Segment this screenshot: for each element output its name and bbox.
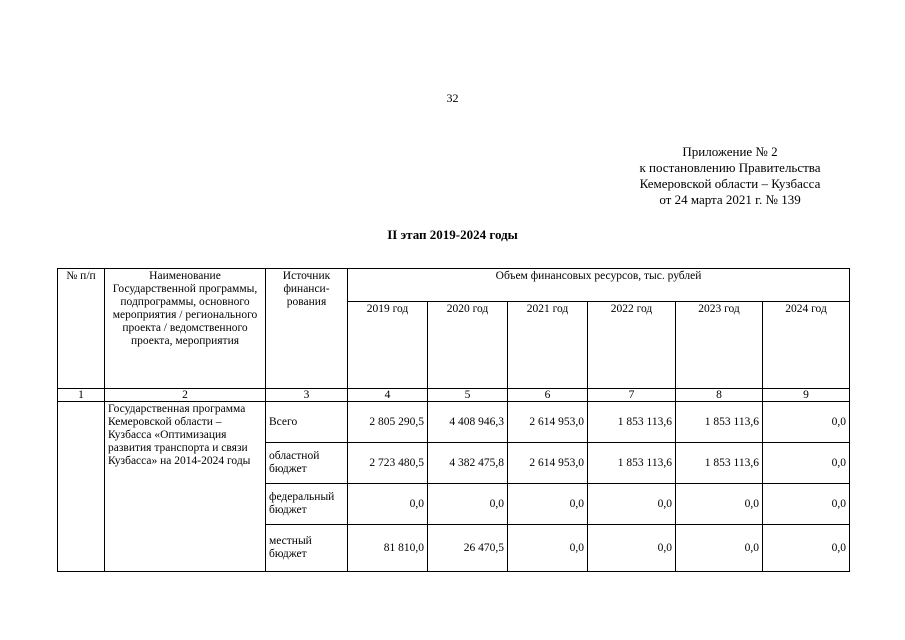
value-cell: 4 382 475,8 bbox=[428, 443, 508, 484]
page-number: 32 bbox=[446, 91, 459, 105]
header-year: 2022 год bbox=[588, 302, 676, 389]
table-row bbox=[58, 402, 850, 443]
value-cell: 0,0 bbox=[588, 484, 676, 525]
value-cell: 1 853 113,6 bbox=[676, 443, 763, 484]
value-cell: 2 805 290,5 bbox=[348, 402, 428, 443]
value-cell: 2 723 480,5 bbox=[348, 443, 428, 484]
column-index: 7 bbox=[588, 389, 676, 402]
program-num bbox=[58, 402, 105, 572]
appendix-line: Кемеровской области – Кузбасса bbox=[639, 176, 821, 191]
value-cell: 1 853 113,6 bbox=[676, 402, 763, 443]
value-cell: 0,0 bbox=[428, 484, 508, 525]
column-index: 2 bbox=[105, 389, 266, 402]
value-cell: 1 853 113,6 bbox=[588, 402, 676, 443]
value-cell: 2 614 953,0 bbox=[508, 402, 588, 443]
value-cell: 0,0 bbox=[763, 525, 850, 572]
column-index: 9 bbox=[763, 389, 850, 402]
value-cell: 0,0 bbox=[763, 443, 850, 484]
value-cell: 0,0 bbox=[763, 484, 850, 525]
value-cell: 0,0 bbox=[676, 525, 763, 572]
column-index-row bbox=[58, 389, 850, 402]
funding-source: Всего bbox=[266, 402, 348, 443]
financing-table bbox=[57, 268, 850, 572]
header-year: 2020 год bbox=[428, 302, 508, 389]
header-source: Источник финанси-рования bbox=[266, 269, 348, 389]
program-name: Государственная программа Кемеровской области – Кузбасса «Оптимизация развития транспорта и связи Кузбасса» на 2014-2024 годы bbox=[105, 402, 266, 572]
header-year: 2021 год bbox=[508, 302, 588, 389]
header-year: 2024 год bbox=[763, 302, 850, 389]
header-financing: Объем финансовых ресурсов, тыс. рублей bbox=[348, 269, 850, 302]
value-cell: 0,0 bbox=[676, 484, 763, 525]
appendix-line: Приложение № 2 bbox=[682, 144, 778, 159]
stage-title: II этап 2019-2024 годы bbox=[387, 227, 518, 242]
column-index: 4 bbox=[348, 389, 428, 402]
column-index: 6 bbox=[508, 389, 588, 402]
value-cell: 0,0 bbox=[508, 525, 588, 572]
value-cell: 26 470,5 bbox=[428, 525, 508, 572]
value-cell: 2 614 953,0 bbox=[508, 443, 588, 484]
header-year: 2019 год bbox=[348, 302, 428, 389]
value-cell: 81 810,0 bbox=[348, 525, 428, 572]
column-index: 3 bbox=[266, 389, 348, 402]
column-index: 8 bbox=[676, 389, 763, 402]
value-cell: 0,0 bbox=[348, 484, 428, 525]
header-num: № п/п bbox=[58, 269, 105, 389]
funding-source: местный бюджет bbox=[266, 525, 348, 572]
funding-source: областной бюджет bbox=[266, 443, 348, 484]
value-cell: 1 853 113,6 bbox=[588, 443, 676, 484]
value-cell: 4 408 946,3 bbox=[428, 402, 508, 443]
appendix-line: от 24 марта 2021 г. № 139 bbox=[659, 192, 801, 207]
column-index: 1 bbox=[58, 389, 105, 402]
value-cell: 0,0 bbox=[508, 484, 588, 525]
value-cell: 0,0 bbox=[588, 525, 676, 572]
appendix-block bbox=[600, 144, 860, 208]
appendix-line: к постановлению Правительства bbox=[639, 160, 821, 175]
value-cell: 0,0 bbox=[763, 402, 850, 443]
header-year: 2023 год bbox=[676, 302, 763, 389]
column-index: 5 bbox=[428, 389, 508, 402]
header-name: Наименование Государственной программы, подпрограммы, основного мероприятия / регионального проекта / ведомственного проекта, мероприятия bbox=[105, 269, 266, 389]
funding-source: федеральный бюджет bbox=[266, 484, 348, 525]
